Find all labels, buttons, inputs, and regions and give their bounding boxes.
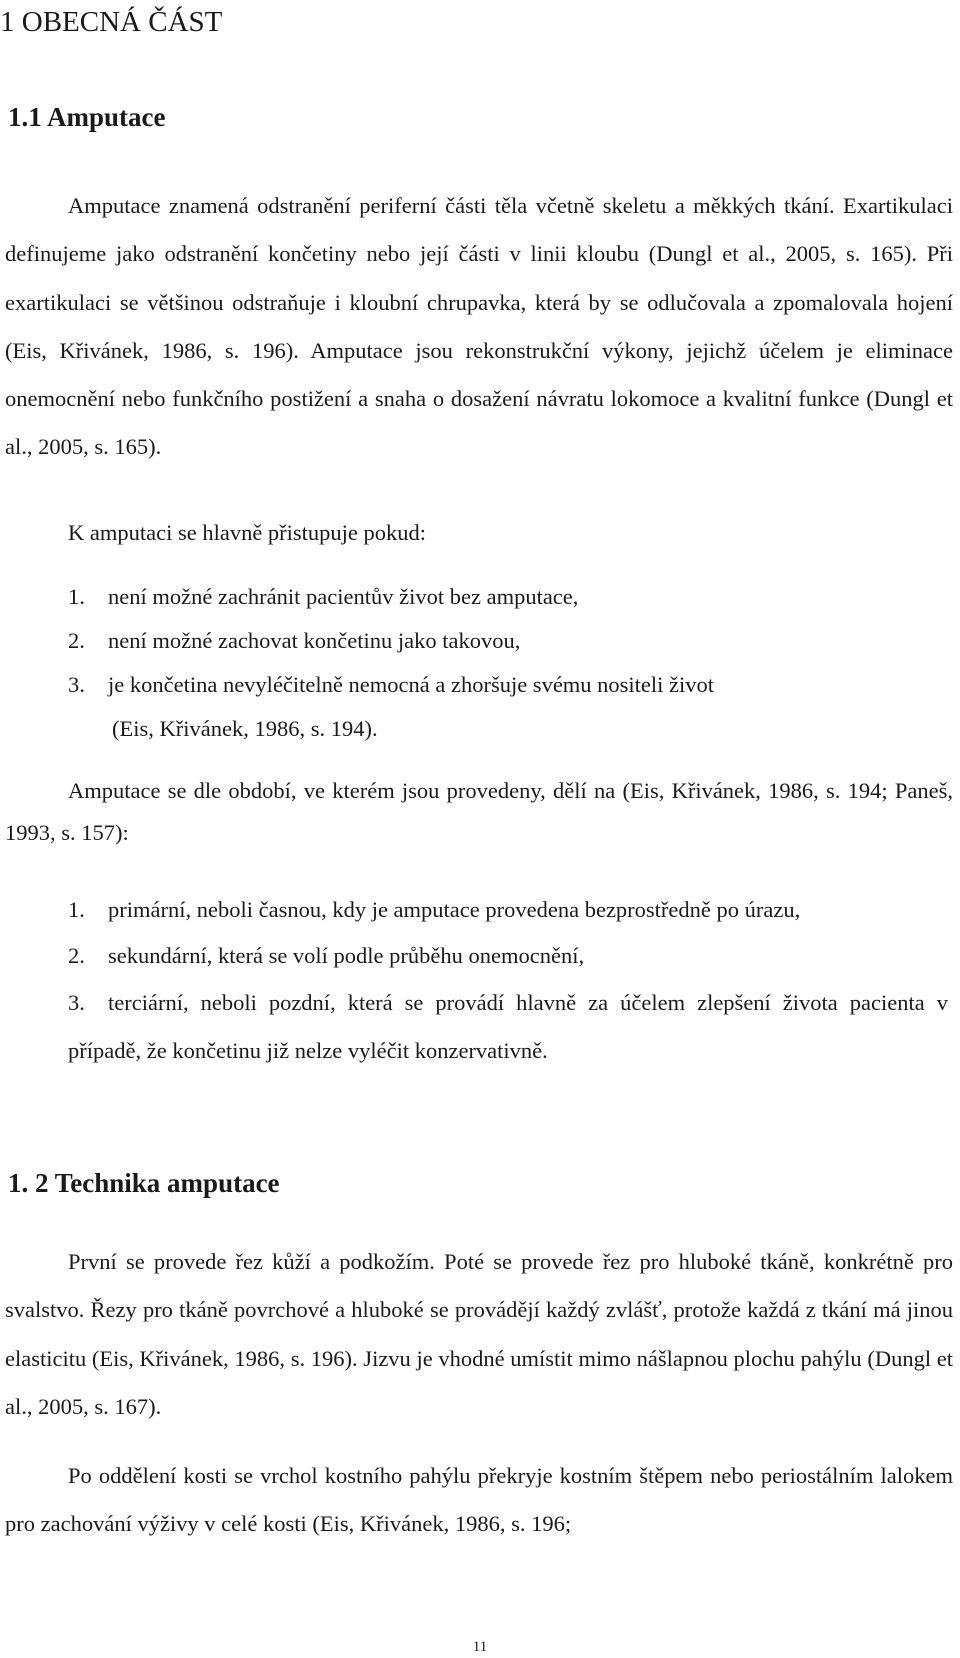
paragraph-obdobi-intro [5,770,953,854]
list-item [68,626,520,656]
chapter-heading: 1 OBECNÁ ČÁST [0,6,223,38]
list-item-text: sekundární, která se volí podle průběhu onemocnění, [108,943,585,968]
list-item-text: není možné zachránit pacientův život bez amputace, [108,584,579,609]
list-citation: (Eis, Křivánek, 1986, s. 194). [112,716,378,741]
paragraph-amputace-intro-text: Amputace znamená odstranění periferní části těla včetně skeletu a měkkých tkání. Exartikulaci definujeme jako odstranění končetiny nebo její části v linii kloubu (Dungl et al., 2005, s. 165). Při exartikulaci se většinou odstraňuje i kloubní chrupavka, která by se odlučovala a zpomalovala hojení (Eis, Křivánek, 1986, s. 196). Amputace jsou rekonstrukční výkony, jejichž účelem je eliminace onemocnění nebo funkčního postižení a snaha o dosažení návratu lokomoce a kvalitní funkce (Dungl et al., 2005, s. 165). [5,193,953,460]
paragraph-pokud-intro: K amputaci se hlavně přistupuje pokud: [68,520,427,545]
list-item-text: terciární, neboli pozdní, která se provádí hlavně za účelem zlepšení života pacienta v případě, že končetinu již nelze vyléčit konzervativně. [68,990,948,1063]
page-number: 11 [472,1639,488,1655]
list-item [68,670,714,700]
paragraph-technika-2 [5,1452,953,1549]
paragraph-technika-2-text: Po oddělení kosti se vrchol kostního pahýlu překryje kostním štěpem nebo periostálním lalokem pro zachování výživy v celé kosti (Eis, Křivánek, 1986, s. 196; [5,1463,953,1537]
list-item-number: 1. [68,897,85,922]
paragraph-amputace-intro [5,182,953,472]
paragraph-obdobi-intro-text: Amputace se dle období, ve kterém jsou provedeny, dělí na (Eis, Křivánek, 1986, s. 194; Paneš, 1993, s. 157): [5,778,953,845]
list-item [68,895,800,925]
paragraph-technika-1-text: První se provede řez kůží a podkožím. Poté se provede řez pro hluboké tkáně, konkrétně pro svalstvo. Řezy pro tkáně povrchové a hluboké se provádějí každý zvlášť, protože každá z tkání má jinou elasticitu (Eis, Křivánek, 1986, s. 196). Jizvu je vhodné umístit mimo nášlapnou plochu pahýlu (Dungl et al., 2005, s. 167). [5,1249,953,1419]
list-item-text: není možné zachovat končetinu jako takovou, [108,628,521,653]
list-item-text: je končetina nevyléčitelně nemocná a zhoršuje svému nositeli život [108,672,715,697]
list-item-number: 1. [68,584,85,609]
list-item-number: 3. [68,990,85,1015]
section-heading-technika: 1. 2 Technika amputace [8,1168,280,1198]
list-item-number: 2. [68,943,85,968]
list-item [68,979,948,1075]
paragraph-technika-1 [5,1238,953,1431]
list-item [68,941,584,971]
list-item-number: 3. [68,672,85,697]
list-item-text: primární, neboli časnou, kdy je amputace provedena bezprostředně po úrazu, [108,897,801,922]
list-item [68,582,578,612]
list-item-number: 2. [68,628,85,653]
section-heading-amputace: 1.1 Amputace [8,102,166,132]
